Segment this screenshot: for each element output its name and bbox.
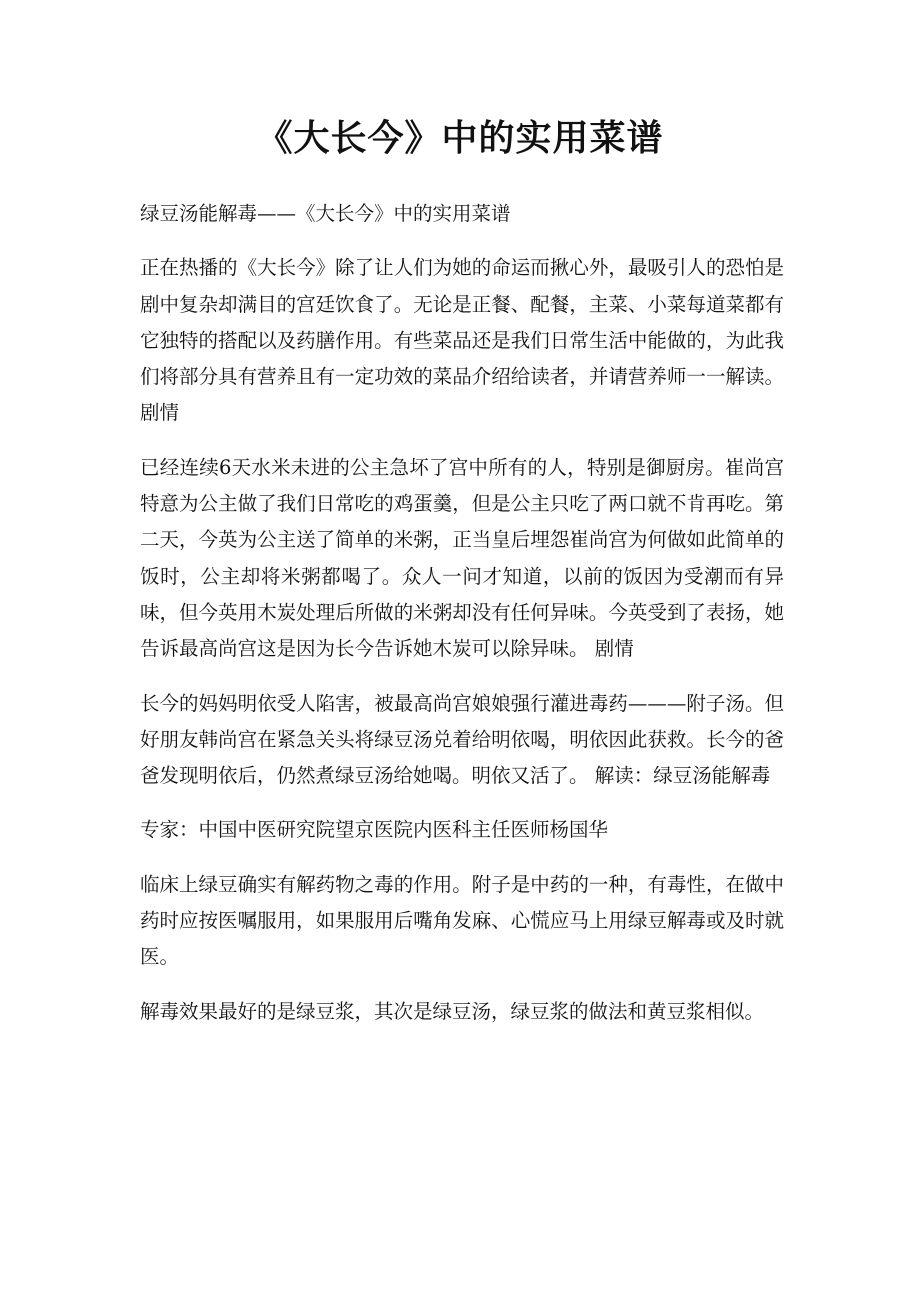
paragraph-plot-mingyi: 长今的妈妈明依受人陷害，被最高尚宫娘娘强行灌进毒药———附子汤。但好朋友韩尚宫在紧急关头将绿豆汤兑着给明依喝，明依因此获救。长今的爸爸发现明依后，仍然煮绿豆汤给她喝。明依又活了。 解读：绿豆汤能解毒 xyxy=(140,691,784,788)
paragraph-expert: 专家：中国中医研究院望京医院内医科主任医师杨国华 xyxy=(140,818,609,842)
document-title: 《大长今》中的实用菜谱 xyxy=(256,117,664,159)
paragraph-intro: 正在热播的《大长今》除了让人们为她的命运而揪心外，最吸引人的恐怕是剧中复杂却满目的宫廷饮食了。无论是正餐、配餐，主菜、小菜每道菜都有它独特的搭配以及药膳作用。有些菜品还是我们日常生活中能做的，为此我们将部分具有营养且有一定功效的菜品介绍给读者，并请营养师一一解读。 剧情 xyxy=(140,256,784,425)
paragraph-detox: 解毒效果最好的是绿豆浆，其次是绿豆汤，绿豆浆的做法和黄豆浆相似。 xyxy=(140,999,765,1023)
paragraph-plot-princess: 已经连续6天水米未进的公主急坏了宫中所有的人，特别是御厨房。崔尚宫特意为公主做了我们日常吃的鸡蛋羹，但是公主只吃了两口就不肯再吃。第二天，今英为公主送了简单的米粥，正当皇后埋怨崔尚宫为何做如此简单的饭时，公主却将米粥都喝了。众人一问才知道，以前的饭因为受潮而有异味，但今英用木炭处理后所做的米粥却没有任何异味。今英受到了表扬，她告诉最高尚宫这是因为长今告诉她木炭可以除异味。 剧情 xyxy=(140,455,784,661)
document-body xyxy=(140,196,784,1048)
article-subtitle: 绿豆汤能解毒——《大长今》中的实用菜谱 xyxy=(140,202,511,225)
paragraph-clinical: 临床上绿豆确实有解药物之毒的作用。附子是中药的一种，有毒性，在做中药时应按医嘱服用，如果服用后嘴角发麻、心慌应马上用绿豆解毒或及时就医。 xyxy=(140,872,784,969)
